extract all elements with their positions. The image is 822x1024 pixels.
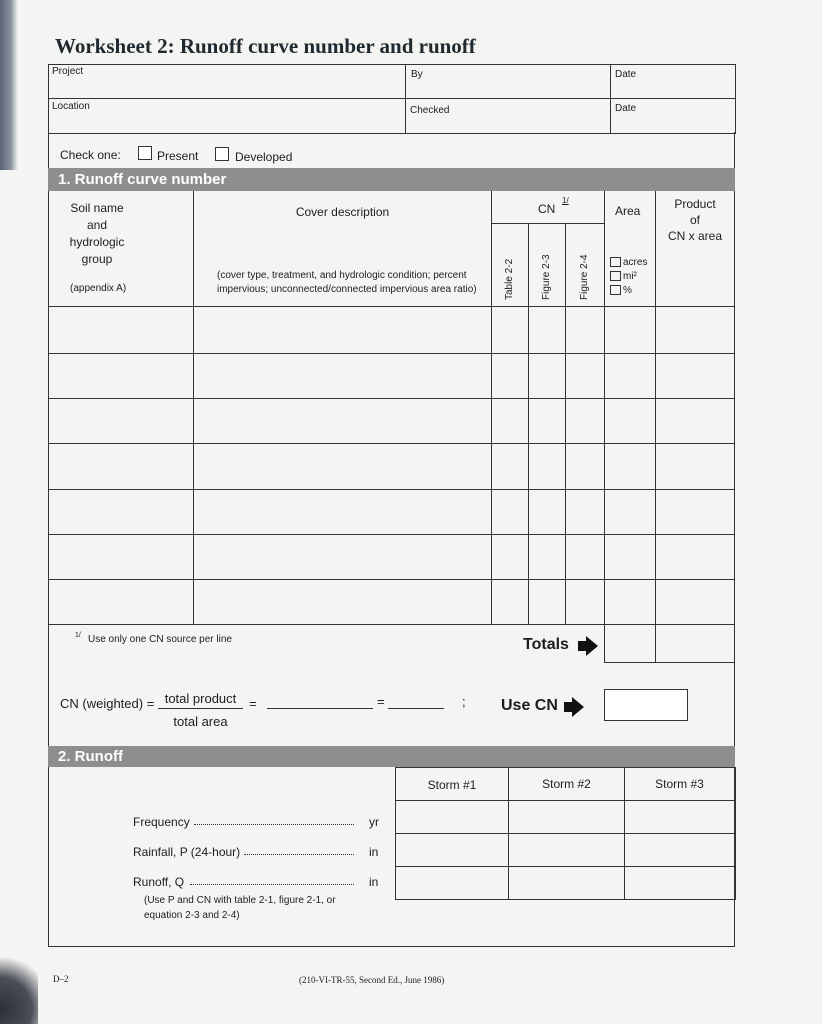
- rainfall-unit: in: [369, 845, 379, 859]
- page-edge-shadow: [0, 0, 18, 170]
- by-field[interactable]: By: [411, 69, 423, 80]
- storm-row-line: [395, 800, 735, 801]
- date2-field[interactable]: Date: [615, 103, 637, 114]
- storm-2-header: Storm #2: [542, 777, 591, 791]
- product-total-cell[interactable]: [658, 626, 732, 660]
- section2-header: 2. Runoff: [48, 746, 735, 767]
- cover-note-line1: (cover type, treatment, and hydrologic condition; percent: [217, 270, 467, 281]
- dot-leader: [244, 854, 354, 855]
- cn-source-figure-2-3: Figure 2-3: [541, 254, 552, 300]
- product-blank[interactable]: [267, 708, 373, 709]
- header-divider: [48, 98, 735, 99]
- storm-row-line: [395, 866, 735, 867]
- storm-3-header: Storm #3: [655, 777, 704, 791]
- cn-source-figure-2-4: Figure 2-4: [579, 254, 590, 300]
- location-field[interactable]: Location: [52, 101, 90, 112]
- storm-row-line: [395, 833, 735, 834]
- developed-label: Developed: [235, 150, 293, 164]
- frame-left: [48, 132, 49, 947]
- col-divider: [193, 191, 194, 624]
- runoff-note-line2: equation 2-3 and 2-4): [144, 910, 240, 921]
- frequency-unit: yr: [369, 815, 379, 829]
- mi2-label: mi²: [623, 271, 637, 282]
- product-line: CN x area: [667, 229, 723, 243]
- soil-name-line: Soil name: [70, 201, 124, 215]
- row-line: [48, 489, 735, 490]
- row-line: [48, 624, 735, 625]
- section1-header: 1. Runoff curve number: [48, 168, 735, 191]
- totals-arrow-icon: [578, 641, 586, 651]
- row-line: [48, 579, 735, 580]
- cn-source-table-2-2: Table 2-2: [504, 258, 515, 300]
- footnote-mark: 1/: [75, 632, 81, 639]
- present-checkbox[interactable]: [138, 146, 152, 160]
- rainfall-label: Rainfall, P (24-hour): [133, 845, 241, 859]
- area-unit-mi2[interactable]: [610, 270, 647, 284]
- runoff-label: Runoff, Q: [133, 875, 185, 889]
- percent-checkbox[interactable]: [610, 285, 621, 295]
- row-line: [48, 443, 735, 444]
- cn-weighted-label: CN (weighted) =: [60, 696, 155, 711]
- footnote-text: Use only one CN source per line: [88, 634, 232, 645]
- cn-footnote-mark: 1/: [562, 196, 569, 205]
- total-product-label: total product: [164, 691, 237, 706]
- checked-field[interactable]: Checked: [410, 105, 450, 116]
- row-line: [48, 534, 735, 535]
- runoff-note-line1: (Use P and CN with table 2-1, figure 2-1, or: [144, 895, 336, 906]
- date-field[interactable]: Date: [615, 69, 637, 80]
- project-field[interactable]: Project: [52, 66, 84, 77]
- use-cn-label: Use CN: [501, 697, 558, 714]
- frame-bottom: [48, 946, 735, 947]
- equals-sign: =: [249, 696, 257, 711]
- mi2-checkbox[interactable]: [610, 271, 621, 281]
- header-col-divider: [405, 64, 406, 133]
- soil-name-line: group: [81, 252, 113, 266]
- percent-label: %: [623, 285, 632, 296]
- frequency-label: Frequency: [133, 815, 190, 829]
- equals-sign: =: [377, 694, 385, 709]
- use-cn-arrow-icon: [564, 702, 572, 712]
- area-total-cell[interactable]: [607, 626, 653, 660]
- acres-label: acres: [623, 257, 648, 268]
- product-line: Product: [674, 197, 716, 211]
- present-label: Present: [157, 149, 199, 163]
- dot-leader: [194, 824, 354, 825]
- page-corner-shadow: [0, 950, 38, 1024]
- area-unit-percent[interactable]: [610, 284, 647, 298]
- dot-leader: [190, 884, 354, 885]
- table-header-bottom: [48, 306, 735, 307]
- totals-arrow-icon: [586, 636, 598, 656]
- fraction-bar: [158, 708, 243, 709]
- area-header: Area: [615, 204, 641, 218]
- semicolon: ;: [462, 694, 466, 709]
- runoff-unit: in: [369, 875, 379, 889]
- developed-checkbox[interactable]: [215, 147, 229, 161]
- totals-label: Totals: [523, 636, 569, 653]
- page-title: Worksheet 2: Runoff curve number and runoff: [55, 34, 476, 58]
- soil-name-line: hydrologic: [69, 235, 125, 249]
- acres-checkbox[interactable]: [610, 257, 621, 267]
- totals-bottom: [604, 662, 734, 663]
- row-line: [48, 398, 735, 399]
- cover-description-header: Cover description: [295, 205, 390, 219]
- cn-header: CN: [538, 202, 556, 216]
- check-one-label: Check one:: [60, 148, 121, 162]
- col-divider: [655, 191, 656, 663]
- total-area-label: total area: [173, 714, 228, 729]
- col-divider: [491, 191, 492, 624]
- header-col-divider-2: [610, 64, 611, 133]
- appendix-note: (appendix A): [70, 283, 127, 294]
- col-divider: [565, 223, 566, 624]
- cn-subheader-line: [491, 223, 604, 224]
- soil-name-line: and: [86, 218, 108, 232]
- cover-note-line2: impervious; unconnected/connected impervious area ratio): [217, 284, 477, 295]
- soil-name-header: [50, 200, 144, 268]
- use-cn-input[interactable]: [604, 689, 688, 721]
- row-line: [48, 353, 735, 354]
- storm-1-header: Storm #1: [427, 778, 477, 792]
- use-cn-arrow-icon: [572, 697, 584, 717]
- col-divider: [528, 223, 529, 624]
- col-divider: [604, 191, 605, 663]
- area-unit-acres[interactable]: [610, 256, 647, 270]
- page-number: D–2: [53, 974, 69, 984]
- area-unit-options: [610, 256, 647, 298]
- product-line: of: [689, 213, 700, 227]
- result-blank[interactable]: [388, 708, 444, 709]
- product-header: [656, 196, 734, 244]
- document-citation: (210-VI-TR-55, Second Ed., June 1986): [299, 975, 445, 985]
